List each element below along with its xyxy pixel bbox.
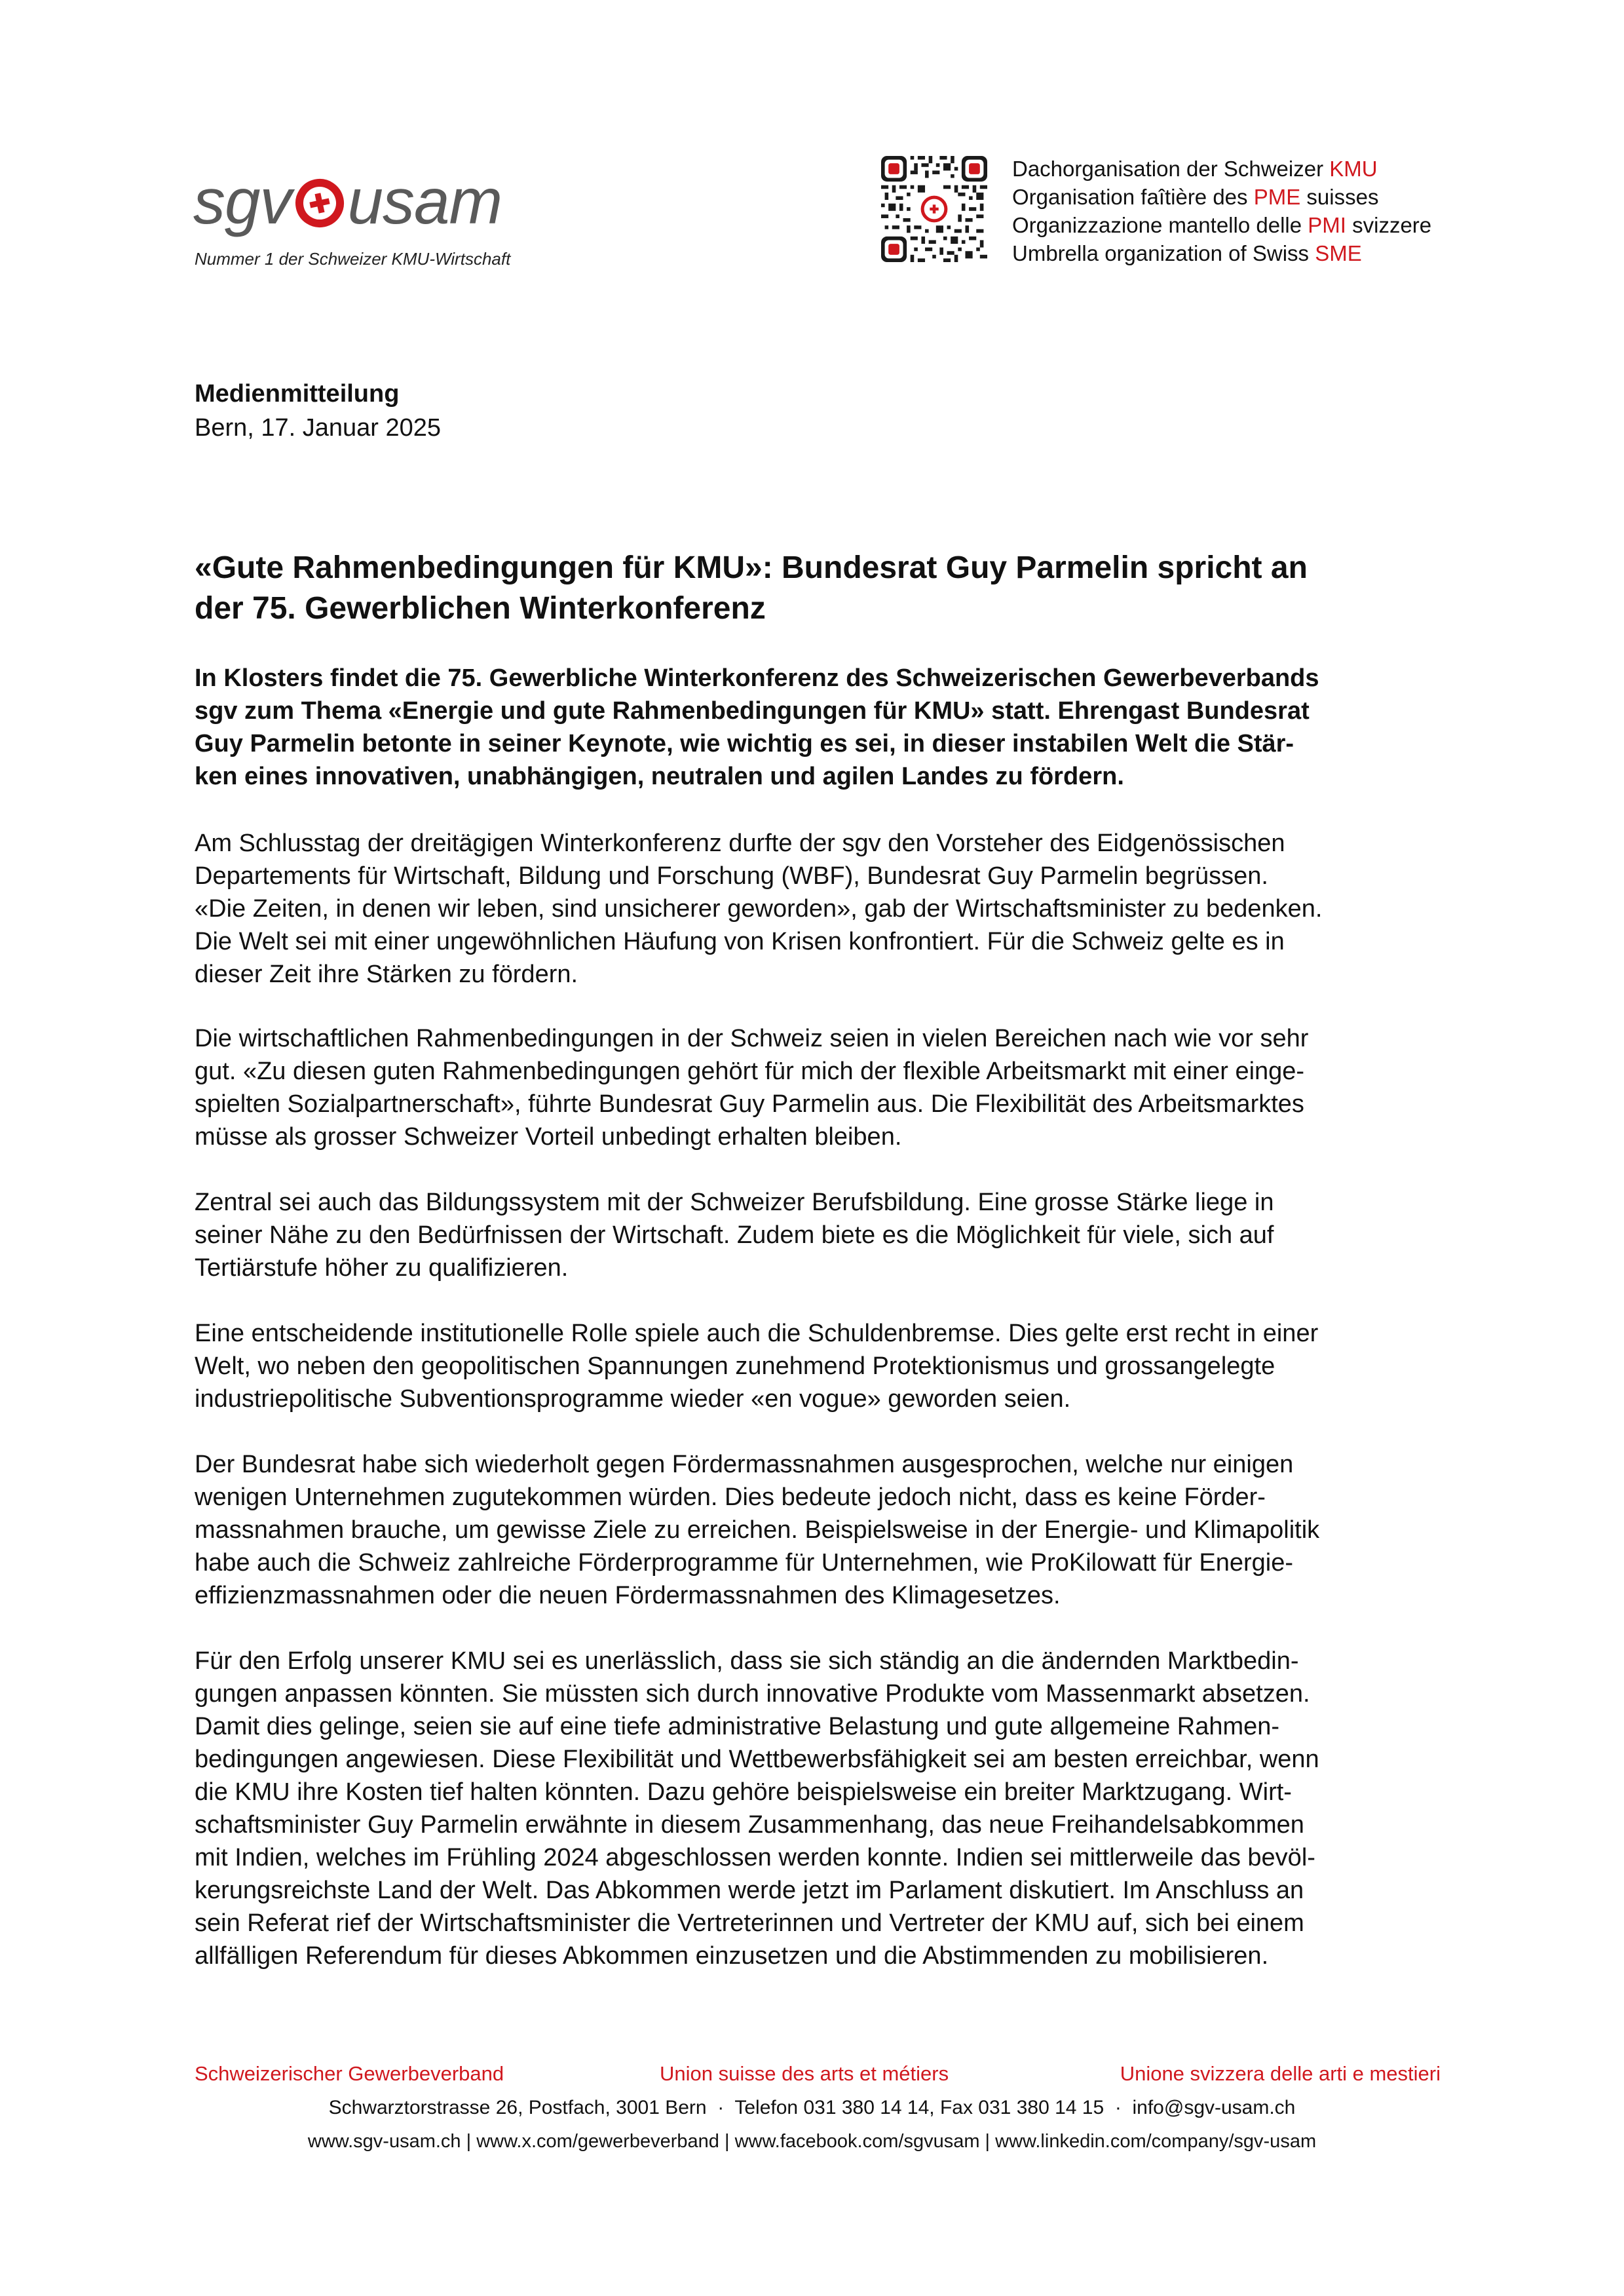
qr-finder-top-right [962, 156, 987, 182]
logo-swiss-cross-icon [291, 174, 349, 232]
footer-name-de: Schweizerischer Gewerbeverband [195, 2062, 504, 2085]
body-paragraph [195, 1645, 1452, 1972]
footer-links: www.sgv-usam.ch | www.x.com/gewerbeverband | www.facebook.com/sgvusam | www.linkedin.com/company/sgv-usam [307, 2131, 1317, 2152]
organisation-names [1012, 155, 1431, 267]
text-line: industriepolitische Subventionsprogramme wieder «en vogue» geworden seien. [195, 1385, 1071, 1413]
text-line: bedingungen angewiesen. Diese Flexibilität und Wettbewerbsfähigkeit sei am besten erreichbar, wenn [195, 1746, 1319, 1773]
text-line: Für den Erfolg unserer KMU sei es unerlässlich, dass sie sich ständig an die ändernden Marktbedin- [195, 1647, 1299, 1675]
text-line: kerungsreichste Land der Welt. Das Abkommen werde jetzt im Parlament diskutiert. Im Anschluss an [195, 1877, 1304, 1904]
org-line-de: Dachorganisation der Schweizer KMU [1012, 157, 1378, 181]
text-line: Am Schlusstag der dreitägigen Winterkonferenz durfte der sgv den Vorsteher des Eidgenössischen [195, 830, 1285, 857]
qr-code-icon [881, 156, 987, 262]
text-line: mit Indien, welches im Frühling 2024 abgeschlossen werden konnte. Indien sei mittlerweile das bevöl- [195, 1844, 1315, 1871]
text-line: Damit dies gelinge, seien sie auf eine tiefe administrative Belastung und gute allgemeine Rahmen- [195, 1713, 1280, 1740]
document-type-label: Medienmitteilung [195, 380, 400, 408]
text-line: die KMU ihre Kosten tief halten könnten. Dazu gehöre beispielsweise ein breiter Marktzugang. Wirt- [195, 1778, 1292, 1806]
text-line: wenigen Unternehmen zugutekommen würden. Dies bedeute jedoch nicht, dass es keine Förder- [195, 1483, 1266, 1511]
text-line: gut. «Zu diesen guten Rahmenbedingungen gehört für mich der flexible Arbeitsmarkt mit einer einge- [195, 1058, 1305, 1085]
qr-center-logo-icon [918, 193, 951, 225]
text-line: Welt, wo neben den geopolitischen Spannungen zunehmend Protektionismus und grossangelegte [195, 1352, 1275, 1380]
text-line: habe auch die Schweiz zahlreiche Förderprogramme für Unternehmen, wie ProKilowatt für Energie- [195, 1549, 1294, 1577]
text-line: allfälligen Referendum für dieses Abkommen einzusetzen und die Abstimmenden zu mobilisieren. [195, 1942, 1269, 1970]
text-line: «Die Zeiten, in denen wir leben, sind unsicherer geworden», gab der Wirtschaftsminister zu bedenken. [195, 895, 1323, 923]
text-line: ken eines innovativen, unabhängigen, neutralen und agilen Landes zu fördern. [195, 763, 1124, 790]
text-line: Departements für Wirtschaft, Bildung und Forschung (WBF), Bundesrat Guy Parmelin begrüssen. [195, 862, 1268, 890]
text-line: In Klosters findet die 75. Gewerbliche Winterkonferenz des Schweizerischen Gewerbeverbands [195, 664, 1319, 692]
text-line: sein Referat rief der Wirtschaftsminister die Vertreterinnen und Vertreter der KMU auf, sich bei einem [195, 1909, 1304, 1937]
headline-line: der 75. Gewerblichen Winterkonferenz [195, 591, 766, 626]
text-line: Eine entscheidende institutionelle Rolle spiele auch die Schuldenbremse. Dies gelte erst recht in einer [195, 1320, 1319, 1347]
body-paragraph [195, 1022, 1452, 1153]
logo-wordmark [193, 165, 502, 237]
org-line-it: Organizzazione mantello delle PMI svizzere [1012, 213, 1432, 237]
text-line: schaftsminister Guy Parmelin erwähnte in diesem Zusammenhang, das neue Freihandelsabkommen [195, 1811, 1304, 1839]
text-line: sgv zum Thema «Energie und gute Rahmenbedingungen für KMU» statt. Ehrengast Bundesrat [195, 697, 1310, 725]
logo-text-usam: usam [347, 165, 502, 237]
body-paragraph [195, 1317, 1452, 1415]
text-line: Guy Parmelin betonte in seiner Keynote, wie wichtig es sei, in dieser instabilen Welt die Stär- [195, 730, 1294, 757]
text-line: Der Bundesrat habe sich wiederholt gegen Fördermassnahmen ausgesprochen, welche nur einigen [195, 1451, 1294, 1478]
sgv-usam-logo [193, 165, 560, 254]
text-line: gungen anpassen könnten. Sie müssten sich durch innovative Produkte vom Massenmarkt absetzen. [195, 1680, 1310, 1708]
logo-tagline: Nummer 1 der Schweizer KMU-Wirtschaft [195, 249, 511, 269]
footer-address: Schwarztorstrasse 26, Postfach, 3001 Bern · Telefon 031 380 14 14, Fax 031 380 14 15 · info@sgv-usam.ch [328, 2097, 1296, 2118]
qr-finder-top-left [881, 156, 907, 182]
body-paragraph [195, 1186, 1452, 1284]
qr-finder-bottom-left [881, 237, 907, 262]
text-line: Zentral sei auch das Bildungssystem mit der Schweizer Berufsbildung. Eine grosse Stärke liege in [195, 1189, 1274, 1216]
text-line: massnahmen brauche, um gewisse Ziele zu erreichen. Beispielsweise in der Energie- und Klimapolitik [195, 1516, 1320, 1544]
text-line: Die Welt sei mit einer ungewöhnlichen Häufung von Krisen konfrontiert. Für die Schweiz gelte es in [195, 928, 1285, 955]
logo-text-sgv: sgv [193, 165, 292, 237]
dateline: Bern, 17. Januar 2025 [195, 414, 442, 442]
text-line: dieser Zeit ihre Stärken zu fördern. [195, 961, 578, 988]
text-line: Die wirtschaftlichen Rahmenbedingungen in der Schweiz seien in vielen Bereichen nach wie vor sehr [195, 1025, 1309, 1052]
body-paragraph [195, 1448, 1452, 1612]
text-line: seiner Nähe zu den Bedürfnissen der Wirtschaft. Zudem biete es die Möglichkeit für viele, sich auf [195, 1221, 1274, 1249]
lead-paragraph [195, 662, 1452, 793]
text-line: müsse als grosser Schweizer Vorteil unbedingt erhalten bleiben. [195, 1123, 902, 1151]
text-line: effizienzmassnahmen oder die neuen Fördermassnahmen des Klimagesetzes. [195, 1582, 1061, 1609]
body-paragraph [195, 827, 1452, 991]
text-line: Tertiärstufe höher zu qualifizieren. [195, 1254, 569, 1282]
text-line: spielten Sozialpartnerschaft», führte Bundesrat Guy Parmelin aus. Die Flexibilität des Arbeitsmarktes [195, 1090, 1304, 1118]
footer-name-it: Unione svizzera delle arti e mestieri [1120, 2062, 1441, 2085]
headline-line: «Gute Rahmenbedingungen für KMU»: Bundesrat Guy Parmelin spricht an [195, 550, 1308, 585]
org-line-fr: Organisation faîtière des PME suisses [1012, 185, 1379, 209]
headline [195, 548, 1452, 629]
org-line-en: Umbrella organization of Swiss SME [1012, 241, 1362, 265]
footer-name-fr: Union suisse des arts et métiers [660, 2062, 949, 2085]
